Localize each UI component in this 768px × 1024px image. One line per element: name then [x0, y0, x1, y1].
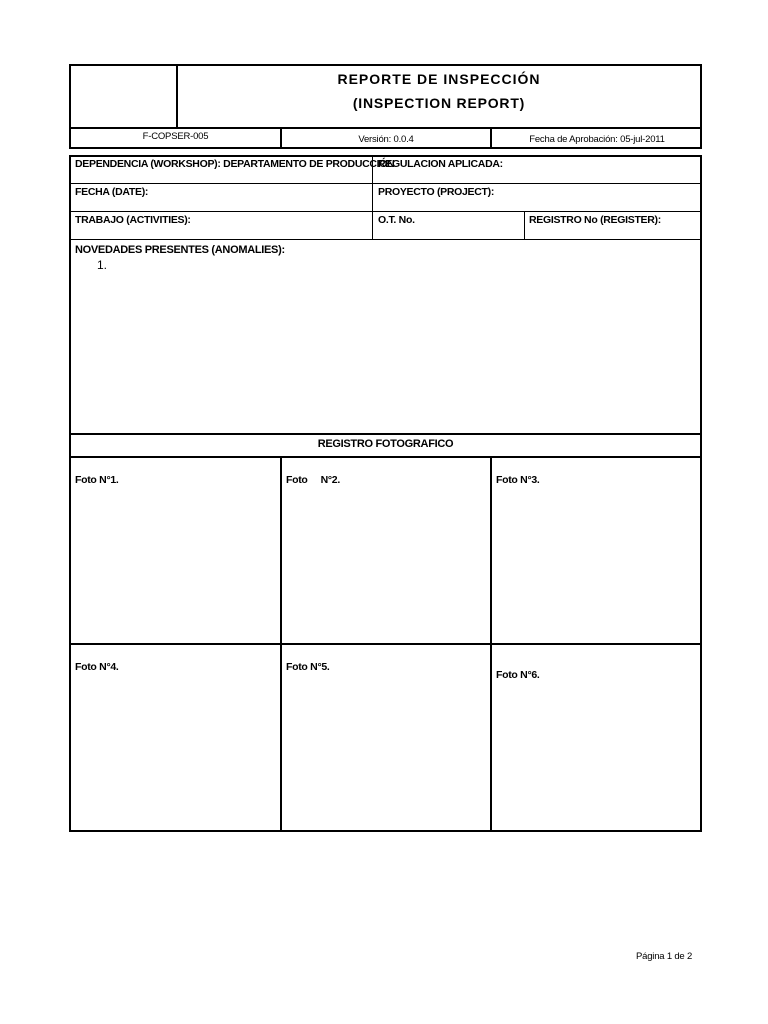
row-divider-1: [70, 183, 701, 184]
form-version: Versión: 0.0.4: [358, 134, 414, 145]
ot-label: O.T. No.: [378, 214, 415, 226]
photo-section-top: [70, 433, 701, 435]
photo-1-label: Foto N°1.: [75, 474, 119, 486]
photo-2-label: Foto N°2.: [286, 474, 340, 486]
anomalies-label: NOVEDADES PRESENTES (ANOMALIES):: [75, 244, 285, 256]
header-divider: [69, 127, 702, 129]
photo-3-label: Foto N°3.: [496, 474, 540, 486]
approval-date: Fecha de Aprobación: 05-jul-2011: [529, 134, 665, 145]
photo-grid-middle: [70, 643, 701, 645]
regulacion-label: REGULACION APLICADA:: [378, 158, 503, 170]
row-divider-3: [70, 239, 701, 240]
document-title: REPORTE DE INSPECCIÓN: [337, 71, 541, 87]
document-subtitle: (INSPECTION REPORT): [352, 95, 526, 111]
proyecto-label: PROYECTO (PROJECT):: [378, 186, 495, 198]
fecha-label: FECHA (DATE):: [75, 186, 149, 198]
registro-label: REGISTRO No (REGISTER):: [529, 214, 661, 226]
dependencia-label: DEPENDENCIA (WORKSHOP): DEPARTAMENTO DE PRODUCCIÓN: [75, 158, 395, 170]
anomaly-item: 1.: [97, 258, 108, 272]
form-body: [69, 155, 702, 832]
row-divider-2: [70, 211, 701, 212]
photo-6-label: Foto N°6.: [496, 669, 540, 681]
trabajo-label: TRABAJO (ACTIVITIES):: [75, 214, 191, 226]
photo-column-divider-1: [280, 457, 282, 831]
photo-4-label: Foto N°4.: [75, 661, 119, 673]
page-number: Página 1 de 2: [636, 951, 693, 962]
ot-register-divider: [524, 212, 525, 240]
form-code: F-COPSER-005: [142, 131, 209, 142]
photo-column-divider-2: [490, 457, 492, 831]
photo-grid-top: [70, 456, 701, 458]
photo-5-label: Foto N°5.: [286, 661, 330, 673]
photo-section-title: REGISTRO FOTOGRAFICO: [317, 438, 454, 450]
